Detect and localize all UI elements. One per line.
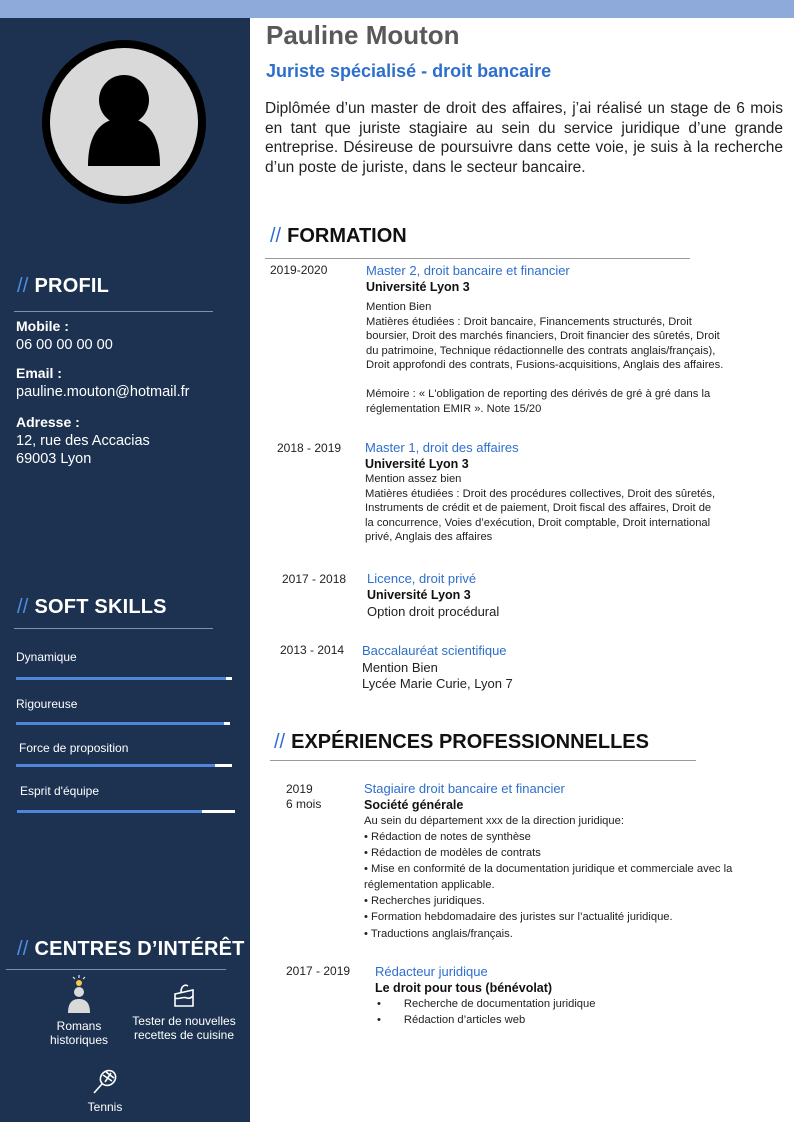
entry-title: Rédacteur juridique [375,964,488,979]
tennis-racket-icon [91,1068,119,1096]
entry-memo-line: Mémoire : « L'obligation de reporting des dérivés de gré à gré dans la [366,388,711,400]
interest-label-line2: historiques [49,1033,109,1047]
bullet-item: • Rédaction de notes de synthèse [364,831,531,843]
profil-divider [14,311,213,312]
bullet-text: Rédaction d’articles web [403,1014,526,1026]
entry-line: Mention assez bien [365,473,462,485]
soft-skills-heading-text: SOFT SKILLS [34,596,167,618]
heading-slashes: // [270,225,282,247]
avatar [42,40,206,204]
entry-line: du patrimoine, Technique rédactionnelle des contrats anglais/français), [366,344,716,357]
skill-bar [16,677,232,680]
skill-bar [17,810,235,813]
bullet-item: • Mise en conformité de la documentation juridique et commerciale avec la [364,863,733,875]
address-label: Adresse : [16,414,80,430]
entry-org: Université Lyon 3 [366,280,470,294]
soft-skills-divider [14,628,213,629]
soft-skills-heading [17,596,167,619]
skill-bar-fill [16,677,226,680]
entry-date: 2019 [286,782,313,796]
skill-bar [16,764,232,767]
experiences-heading [274,731,649,754]
entry-line: la concurrence, Voies d’exécution, Droit comptable, Droit international [365,516,711,529]
interests-divider [6,969,226,970]
entry-date: 2019-2020 [270,263,328,277]
bullet-text: Recherche de documentation juridique [403,998,596,1010]
skill-bar-fill [16,722,224,725]
profil-heading-text: PROFIL [34,275,110,297]
entry-date: 2017 - 2019 [286,964,351,978]
formation-heading-text: FORMATION [287,225,407,247]
entry-date: 2018 - 2019 [277,441,342,455]
entry-org: Société générale [364,798,464,812]
skill-bar-fill [17,810,202,813]
heading-slashes: // [17,275,29,297]
heading-slashes: // [17,938,29,960]
bullet-text: Mise en conformité de la documentation juridique et commerciale avec la [371,863,733,875]
email-value[interactable]: pauline.mouton@hotmail.fr [16,384,190,400]
skill-bar [16,722,230,725]
entry-duration: 6 mois [286,797,322,811]
mobile-label: Mobile : [16,318,69,334]
entry-line: Instruments de crédit et de paiement, Droit fiscal des affaires, Droit de [365,502,712,514]
mobile-value: 06 00 00 00 00 [16,337,113,353]
intro-paragraph: Diplômée d’un master de droit des affaires, j’ai réalisé un stage de 6 mois en tant que juriste stagiaire au sein du service juridique d’une grande entreprise. Désireuse de poursuivre dans cette voie, je suis à la recherche d’un poste de juriste, dans le secteur bancaire. [265,100,783,176]
bullet-item: • Recherche de documentation juridique [377,998,596,1010]
entry-line: Lycée Marie Curie, Lyon 7 [362,676,513,691]
bullet-item: • Traductions anglais/français. [364,928,513,940]
entry-intro: Au sein du département xxx de la direction juridique: [364,815,624,827]
candidate-name: Pauline Mouton [266,20,460,50]
entry-memo-line: réglementation EMIR ». Note 15/20 [366,402,542,415]
reader-icon [64,975,94,1015]
person-silhouette-icon [50,48,198,196]
entry-org: Université Lyon 3 [367,588,471,602]
entry-date: 2017 - 2018 [282,572,347,586]
interest-tennis [80,1068,130,1114]
skill-label: Rigoureuse [16,697,78,711]
bullet-text: Rédaction de modèles de contrats [371,847,541,859]
formation-heading [270,225,407,248]
entry-title: Stagiaire droit bancaire et financier [364,781,565,796]
entry-line: Matières étudiées : Droit des procédures collectives, Droit des sûretés, [365,487,716,500]
entry-line: privé, Anglais des affaires [365,531,493,543]
entry-date: 2013 - 2014 [280,643,345,657]
experiences-heading-text: EXPÉRIENCES PROFESSIONNELLES [291,731,649,753]
interests-heading-text: CENTRES D’INTÉRÊT [34,938,245,960]
interest-label-line1: Tester de nouvelles [132,1014,236,1028]
entry-line: Matières étudiées : Droit bancaire, Financements structurés, Droit [366,315,692,328]
bullet-item: • Rédaction d’articles web [377,1014,526,1026]
interest-romans [40,975,118,1047]
bullet-text: Rédaction de notes de synthèse [371,831,531,843]
entry-title: Licence, droit privé [367,571,477,586]
skill-label: Dynamique [16,650,77,664]
email-label: Email : [16,365,62,381]
profil-heading [17,275,109,298]
skill-label: Esprit d'équipe [20,784,100,798]
bullet-item: • Recherches juridiques. [364,895,485,907]
bullet-text: Traductions anglais/français. [370,928,513,940]
bullet-text: Formation hebdomadaire des juristes sur l’actualité juridique. [371,911,673,923]
address-line-1: 12, rue des Accacias [16,433,150,449]
entry-title: Baccalauréat scientifique [362,643,507,658]
interests-heading [17,938,245,961]
job-title: Juriste spécialisé - droit bancaire [266,61,552,81]
skill-bar-fill [16,764,215,767]
experiences-divider [270,760,696,761]
cake-icon [171,980,197,1010]
entry-org: Le droit pour tous (bénévolat) [375,981,553,995]
entry-line: boursier, Droit des marchés financiers, Droit financier des sûretés, Droit [366,330,720,342]
address-line-2: 69003 Lyon [16,451,92,467]
heading-slashes: // [274,731,286,753]
formation-divider [265,258,690,259]
interest-label-line1: Romans [56,1019,102,1033]
entry-line: Droit approfondi des contrats, Fusions-acquisitions, Anglais des affaires. [366,359,724,371]
interest-label-line1: Tennis [87,1100,123,1114]
entry-title: Master 2, droit bancaire et financier [366,263,570,278]
top-accent-bar [0,0,794,18]
entry-line: Mention Bien [362,660,438,675]
entry-line: Option droit procédural [367,604,500,619]
entry-org: Université Lyon 3 [365,457,469,471]
interest-cuisine [124,980,244,1042]
bullet-item: • Formation hebdomadaire des juristes sur l’actualité juridique. [364,911,673,923]
heading-slashes: // [17,596,29,618]
bullet-continuation: réglementation applicable. [364,879,495,891]
bullet-text: Recherches juridiques. [371,895,485,907]
skill-label: Force de proposition [19,741,129,755]
entry-line: Mention Bien [366,301,432,313]
interest-label-line2: recettes de cuisine [133,1028,235,1042]
entry-title: Master 1, droit des affaires [365,440,519,455]
sidebar [0,18,250,1122]
bullet-item: • Rédaction de modèles de contrats [364,847,541,859]
